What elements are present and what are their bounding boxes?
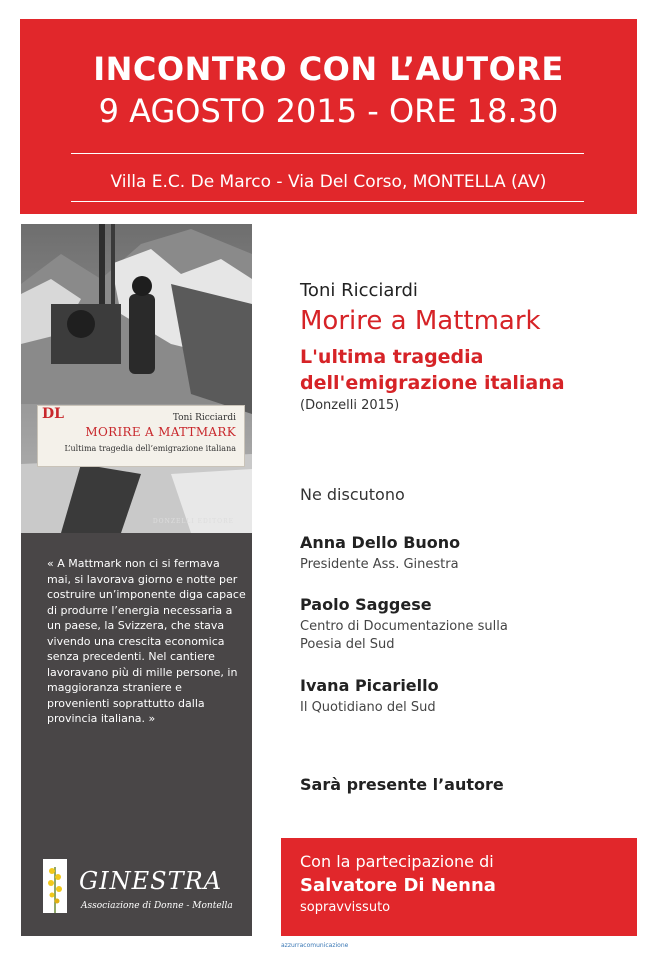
- speaker-role: Presidente Ass. Ginestra: [300, 557, 459, 572]
- association-subtitle: Associazione di Donne - Montella: [81, 901, 233, 911]
- event-banner: [20, 19, 637, 214]
- publisher-logo: DL: [42, 406, 64, 422]
- cover-title-box: [37, 405, 245, 467]
- association-name: GINESTRA: [79, 867, 223, 895]
- participant-role: sopravvissuto: [300, 900, 391, 915]
- speaker-role: Centro di Documentazione sulla Poesia del Sud: [300, 619, 508, 652]
- cover-publisher: DONZELLI EDITORE: [152, 518, 234, 525]
- design-credit: azzurracomunicazione: [281, 942, 349, 949]
- book-subtitle: L'ultima tragedia dell'emigrazione italiana: [300, 346, 565, 394]
- book-title: Morire a Mattmark: [300, 306, 541, 336]
- speaker-name: Ivana Picariello: [300, 676, 439, 695]
- event-heading: INCONTRO CON L’AUTORE: [93, 50, 564, 88]
- event-location: Villa E.C. De Marco - Via Del Corso, MONTELLA (AV): [110, 172, 547, 192]
- cover-title: MORIRE A MATTMARK: [85, 425, 236, 439]
- ginestra-flower-icon: [43, 859, 67, 913]
- quote-panel: [21, 533, 252, 936]
- participation-intro: Con la partecipazione di: [300, 852, 494, 871]
- speaker-name: Paolo Saggese: [300, 595, 432, 614]
- discussion-heading: Ne discutono: [300, 485, 405, 504]
- author-presence: Sarà presente l’autore: [300, 775, 504, 794]
- cover-subtitle: L’ultima tragedia dell’emigrazione italiana: [64, 444, 236, 453]
- speaker-name: Anna Dello Buono: [300, 533, 461, 552]
- book-publisher: (Donzelli 2015): [300, 398, 400, 413]
- participation-box: [281, 838, 637, 936]
- event-date-time: 9 AGOSTO 2015 - ORE 18.30: [98, 92, 559, 130]
- divider-bottom: [71, 201, 584, 202]
- participant-name: Salvatore Di Nenna: [300, 875, 496, 896]
- divider-top: [71, 153, 584, 154]
- book-author: Toni Ricciardi: [300, 280, 418, 301]
- book-cover: [21, 224, 252, 533]
- speaker-role: Il Quotidiano del Sud: [300, 700, 436, 715]
- book-quote: « A Mattmark non ci si fermava mai, si lavorava giorno e notte per costruire un’imponente diga capace di produrre l’energia necessaria a un paese, la Svizzera, che stava vivendo una crescita economica senza precedenti. Nel cantiere lavoravano più di mille persone, in maggioranza straniere e provenienti soprattutto dalla provincia italiana. »: [47, 557, 246, 725]
- cover-author: Toni Ricciardi: [172, 413, 236, 423]
- cover-photo: [21, 224, 252, 533]
